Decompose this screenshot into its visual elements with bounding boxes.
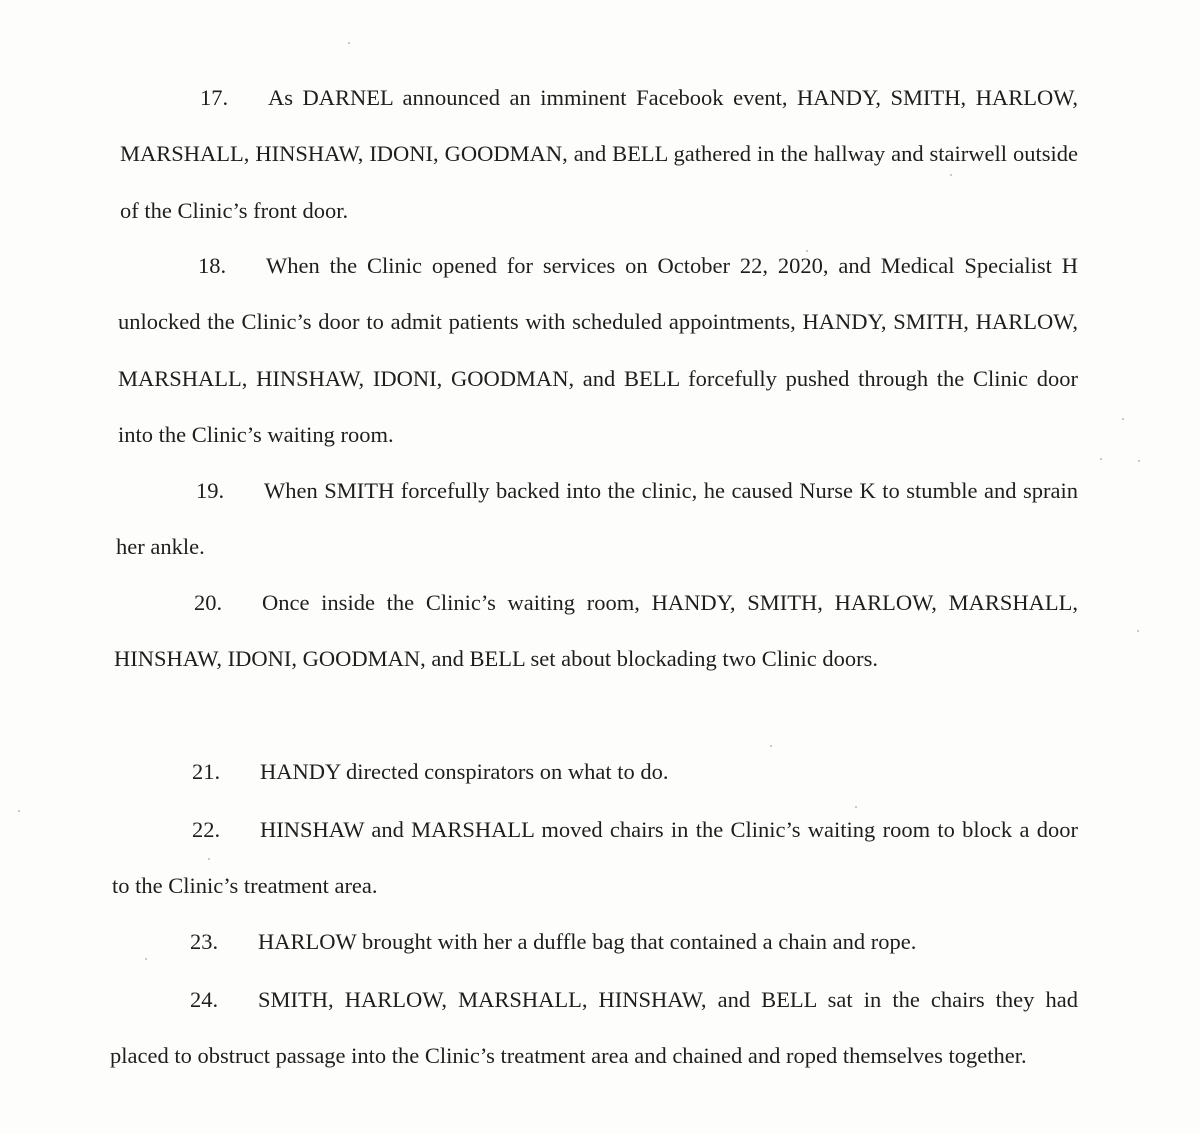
paragraph-18: [118, 238, 1078, 463]
scan-speck: [1137, 630, 1139, 632]
scan-speck: [806, 250, 808, 252]
paragraph-number: 19.: [196, 478, 225, 503]
scan-speck: [18, 810, 20, 812]
paragraph-21: [112, 744, 1078, 800]
paragraph-22: [112, 802, 1078, 915]
paragraph-number: 23.: [190, 929, 219, 954]
scan-speck: [208, 858, 210, 860]
paragraph-text: SMITH, HARLOW, MARSHALL, HINSHAW, and BELL sat in the chairs they had placed to obstruct passage into the Clinic’s treatment area and chained and roped themselves together.: [110, 987, 1078, 1069]
paragraph-text: Once inside the Clinic’s waiting room, HANDY, SMITH, HARLOW, MARSHALL, HINSHAW, IDONI, GOODMAN, and BELL set about blockading two Clinic doors.: [114, 590, 1078, 672]
paragraph-number: 18.: [198, 253, 227, 278]
paragraph-number: 22.: [192, 817, 221, 842]
paragraph-text: As DARNEL announced an imminent Facebook event, HANDY, SMITH, HARLOW, MARSHALL, HINSHAW, IDONI, GOODMAN, and BELL gathered in the hallway and stairwell outside of the Clinic’s front door.: [120, 85, 1078, 223]
paragraph-text: When SMITH forcefully backed into the clinic, he caused Nurse K to stumble and sprain her ankle.: [116, 478, 1078, 560]
paragraph-text: HARLOW brought with her a duffle bag that contained a chain and rope.: [258, 929, 917, 954]
scan-speck: [950, 174, 952, 176]
scan-speck: [1100, 458, 1102, 460]
paragraph-text: When the Clinic opened for services on October 22, 2020, and Medical Specialist H unlocked the Clinic’s door to admit patients with scheduled appointments, HANDY, SMITH, HARLOW, MARSHALL, HINSHAW, IDONI, GOODMAN, and BELL forcefully pushed through the Clinic door into the Clinic’s waiting room.: [118, 253, 1078, 447]
paragraph-number: 24.: [190, 987, 219, 1012]
scan-speck: [348, 42, 350, 44]
paragraph-20: [114, 575, 1078, 688]
paragraph-19: [116, 463, 1078, 576]
paragraph-number: 20.: [194, 590, 223, 615]
paragraph-23: [110, 914, 1078, 970]
scan-speck: [770, 745, 772, 747]
paragraph-number: 17.: [200, 85, 229, 110]
scan-speck: [145, 958, 147, 960]
paragraph-24: [110, 972, 1078, 1085]
paragraph-text: HINSHAW and MARSHALL moved chairs in the Clinic’s waiting room to block a door to the Clinic’s treatment area.: [112, 817, 1078, 899]
paragraph-number: 21.: [192, 759, 221, 784]
paragraph-17: [120, 70, 1078, 239]
scan-speck: [1122, 418, 1124, 420]
scan-speck: [855, 806, 857, 808]
paragraph-text: HANDY directed conspirators on what to do.: [260, 759, 669, 784]
scan-speck: [1138, 460, 1140, 462]
